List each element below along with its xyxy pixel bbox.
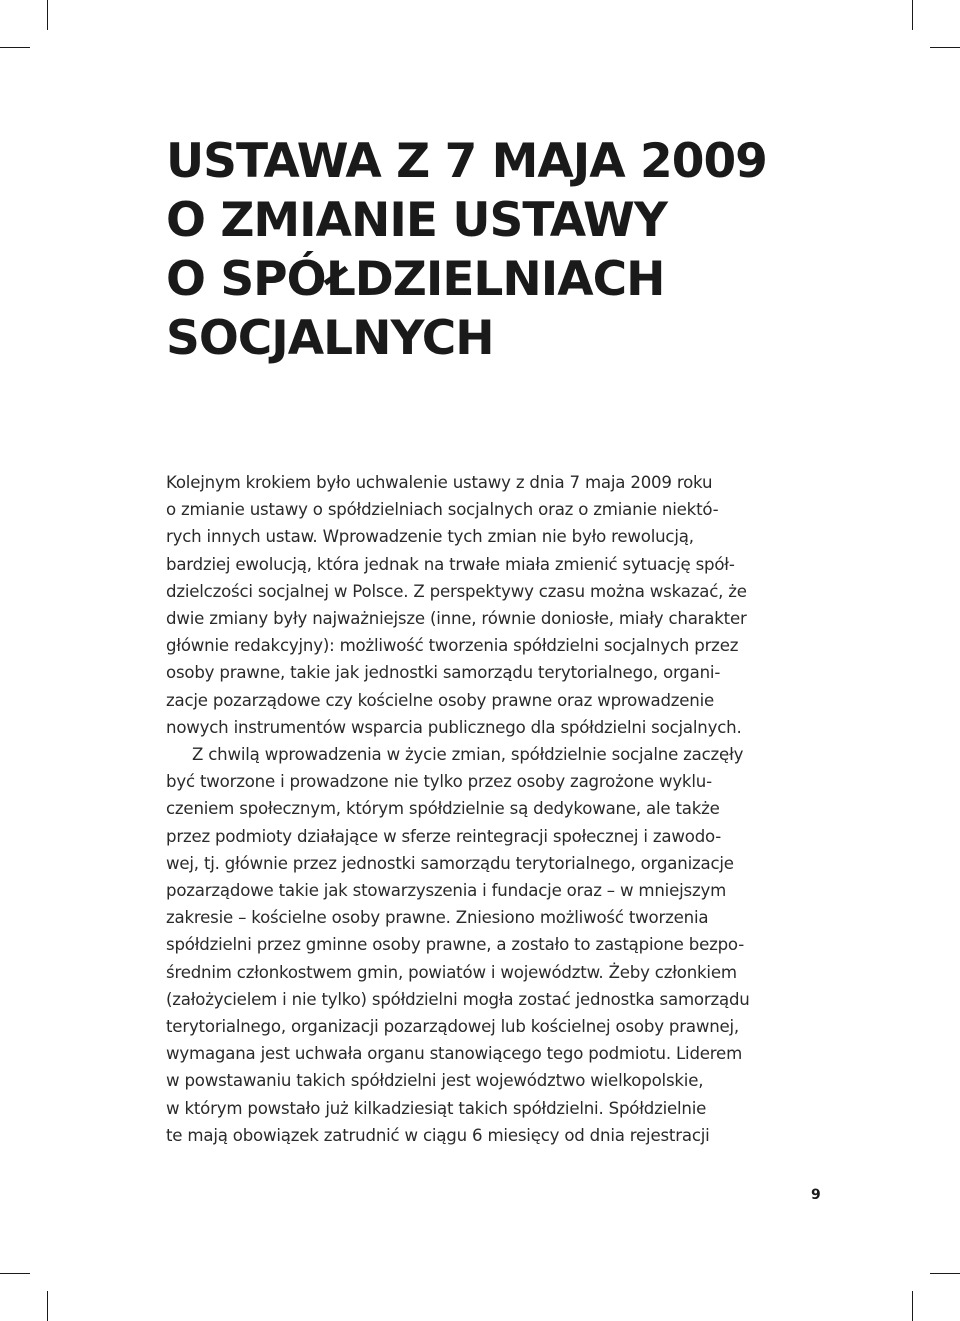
chapter-title-line: O ZMIANIE USTAWY [166,193,667,248]
body-line: wej, tj. głównie przez jednostki samorządu terytorialnego, organizacje [166,853,734,873]
body-line: zacje pozarządowe czy kościelne osoby prawne oraz wprowadzenie [166,690,715,710]
body-line: dzielczości socjalnej w Polsce. Z perspektywy czasu można wskazać, że [166,581,747,601]
body-line: (założycielem i nie tylko) spółdzielni mogła zostać jednostka samorządu [166,989,750,1009]
crop-mark-bottom-left-h [0,1273,30,1274]
chapter-title-line: SOCJALNYCH [166,311,494,366]
body-line: terytorialnego, organizacji pozarządowej lub kościelnej osoby prawnej, [166,1017,740,1037]
body-line: głównie redakcyjny): możliwość tworzenia spółdzielni socjalnych przez [166,636,739,656]
body-line: w powstawaniu takich spółdzielni jest województwo wielkopolskie, [166,1071,704,1091]
page-number: 9 [811,1187,821,1203]
body-line: rych innych ustaw. Wprowadzenie tych zmian nie było rewolucją, [166,527,694,547]
body-line: czeniem społecznym, którym spółdzielnie są dedykowane, ale także [166,799,720,819]
body-text [166,469,846,1149]
crop-mark-bottom-left [47,1291,48,1321]
crop-mark-bottom-right [912,1291,913,1321]
crop-mark-top-left [47,0,48,30]
body-line: w którym powstało już kilkadziesiąt takich spółdzielni. Spółdzielnie [166,1098,707,1118]
body-line: zakresie – kościelne osoby prawne. Zniesiono możliwość tworzenia [166,908,709,928]
body-line: pozarządowe takie jak stowarzyszenia i fundacje oraz – w mniejszym [166,881,727,901]
body-line: Z chwilą wprowadzenia w życie zmian, spółdzielnie socjalne zaczęły [192,745,744,765]
crop-mark-top-right [912,0,913,30]
body-line: te mają obowiązek zatrudnić w ciągu 6 miesięcy od dnia rejestracji [166,1125,710,1145]
body-line: dwie zmiany były najważniejsze (inne, równie doniosłe, miały charakter [166,609,747,629]
body-line: o zmianie ustawy o spółdzielniach socjalnych oraz o zmianie niektó- [166,500,719,520]
chapter-title-line: USTAWA Z 7 MAJA 2009 [166,134,767,189]
body-line: nowych instrumentów wsparcia publicznego dla spółdzielni socjalnych. [166,717,742,737]
crop-mark-top-right-h [930,47,960,48]
chapter-title-line: O SPÓŁDZIELNIACH [166,252,665,307]
body-line: przez podmioty działające w sferze reintegracji społecznej i zawodo- [166,826,722,846]
body-line: spółdzielni przez gminne osoby prawne, a zostało to zastąpione bezpo- [166,935,744,955]
chapter-title [166,132,886,368]
body-line: bardziej ewolucją, która jednak na trwałe miała zmienić sytuację spół- [166,554,735,574]
crop-mark-bottom-right-h [930,1273,960,1274]
body-line: Kolejnym krokiem było uchwalenie ustawy z dnia 7 maja 2009 roku [166,473,713,492]
crop-mark-top-left-h [0,47,30,48]
body-line: wymagana jest uchwała organu stanowiącego tego podmiotu. Liderem [166,1044,743,1064]
body-line: być tworzone i prowadzone nie tylko przez osoby zagrożone wyklu- [166,772,712,792]
body-line: osoby prawne, takie jak jednostki samorządu terytorialnego, organi- [166,663,721,683]
body-line: średnim członkostwem gmin, powiatów i województw. Żeby członkiem [166,962,737,982]
